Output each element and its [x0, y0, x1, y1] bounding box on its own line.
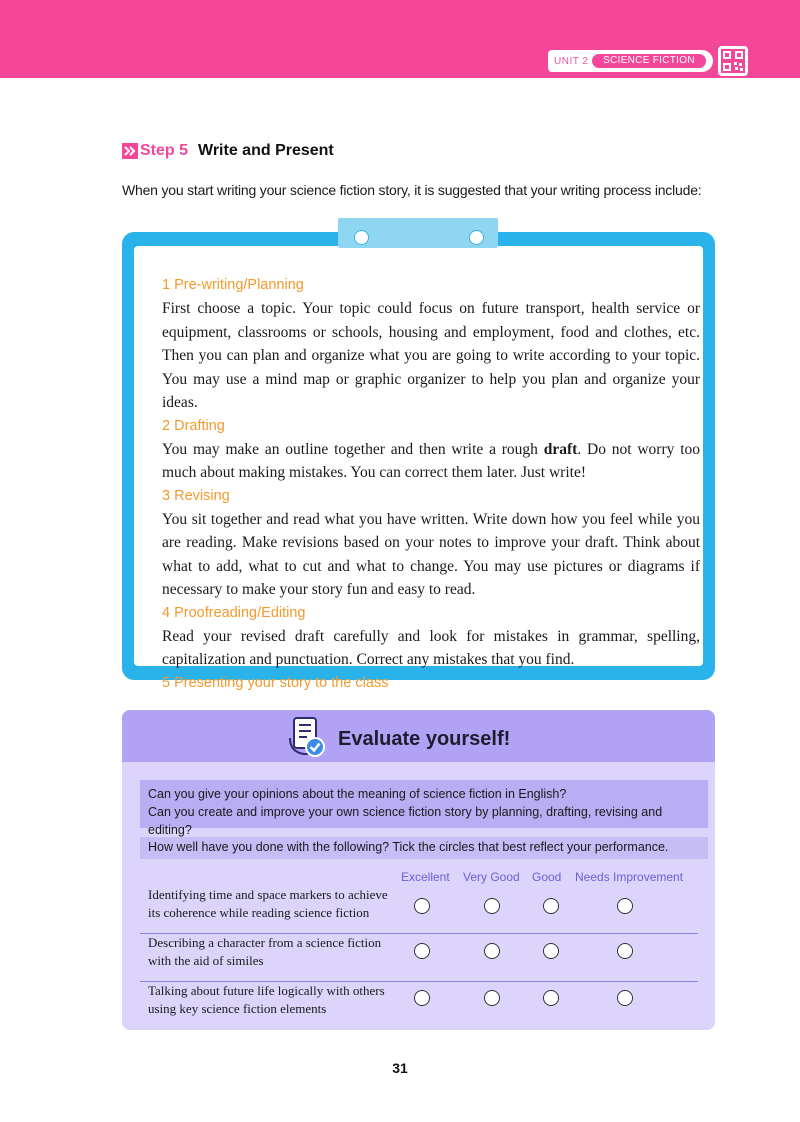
unit-tag	[548, 50, 713, 72]
radio-good[interactable]	[543, 990, 559, 1006]
bold-draft: draft	[543, 440, 578, 458]
rating-header-excellent: Excellent	[401, 870, 450, 884]
evaluate-title: Evaluate yourself!	[338, 728, 511, 750]
step-heading-revising: 3 Revising	[162, 487, 230, 504]
writing-steps	[162, 274, 700, 695]
unit-label: UNIT 2	[554, 55, 589, 67]
writing-process-card	[134, 246, 703, 691]
page-number: 31	[392, 1060, 408, 1076]
step-body-revising: You sit together and read what you have written. Write down how you feel while you are reading. Make revisions based on your notes to improve your draft. Think about what to add, what to cut and what to change. You may use pictures or diagrams if necessary to make your story fun and easy to read.	[162, 510, 700, 598]
step-heading-presenting: 5 Presenting your story to the class	[162, 674, 389, 691]
rating-header-good: Good	[532, 870, 562, 884]
unit-title: SCIENCE FICTION	[592, 54, 706, 68]
evaluate-questions	[140, 780, 708, 837]
step-heading	[122, 140, 334, 162]
evaluate-question: Can you give your opinions about the meaning of science fiction in English?	[148, 787, 567, 801]
evaluate-row	[140, 982, 698, 1029]
radio-needs-improvement[interactable]	[617, 990, 633, 1006]
evaluate-question: Can you create and improve your own science fiction story by planning, drafting, revising and editing?	[148, 805, 663, 837]
writing-process-panel	[122, 232, 715, 691]
evaluate-yourself-panel	[122, 710, 715, 1030]
radio-very-good[interactable]	[484, 990, 500, 1006]
qr-code-icon[interactable]	[718, 46, 748, 76]
step-title: Write and Present	[198, 142, 334, 159]
step-body-proofreading: Read your revised draft carefully and look for mistakes in grammar, spelling, capitalization and punctuation. Correct any mistakes that you find.	[162, 627, 700, 668]
radio-needs-improvement[interactable]	[617, 898, 633, 914]
double-chevron-icon	[122, 143, 138, 159]
evaluate-row-label: Identifying time and space markers to achieve its coherence while reading science fiction	[148, 887, 388, 920]
checklist-icon	[288, 716, 328, 758]
radio-good[interactable]	[543, 943, 559, 959]
rating-header-needs-improvement: Needs Improvement	[575, 870, 684, 884]
radio-very-good[interactable]	[484, 943, 500, 959]
step-heading-proofreading: 4 Proofreading/Editing	[162, 604, 306, 621]
rating-header-very-good: Very Good	[463, 870, 520, 884]
clipboard-clip	[338, 218, 498, 248]
step-number: Step 5	[140, 142, 189, 159]
step-body-drafting: You may make an outline together and then write a rough draft. Do not worry too much about making mistakes. You can correct them later. Just write!	[162, 440, 701, 481]
radio-excellent[interactable]	[414, 898, 430, 914]
radio-excellent[interactable]	[414, 990, 430, 1006]
step-heading-planning: 1 Pre-writing/Planning	[162, 277, 304, 293]
radio-needs-improvement[interactable]	[617, 943, 633, 959]
clip-hole-left	[354, 230, 369, 245]
evaluate-row-label: Describing a character from a science fiction with the aid of similes	[148, 935, 382, 968]
intro-text: When you start writing your science fiction story, it is suggested that your writing process include:	[122, 182, 702, 198]
evaluate-row	[140, 886, 698, 934]
evaluate-header	[122, 710, 715, 762]
clip-hole-right	[469, 230, 484, 245]
evaluate-row	[140, 934, 698, 982]
radio-good[interactable]	[543, 898, 559, 914]
evaluate-instruction: How well have you done with the following? Tick the circles that best reflect your performance.	[140, 837, 708, 859]
evaluate-row-label: Talking about future life logically with others using key science fiction elements	[148, 983, 385, 1016]
radio-excellent[interactable]	[414, 943, 430, 959]
radio-very-good[interactable]	[484, 898, 500, 914]
step-body-planning: First choose a topic. Your topic could focus on future transport, health service or equipment, classrooms or schools, housing and employment, food and clothes, etc. Then you can plan and organize what you are going to write according to your topic. You may use a mind map or graphic organizer to help you plan and organize your ideas.	[162, 300, 700, 411]
step-heading-drafting: 2 Drafting	[162, 417, 225, 434]
